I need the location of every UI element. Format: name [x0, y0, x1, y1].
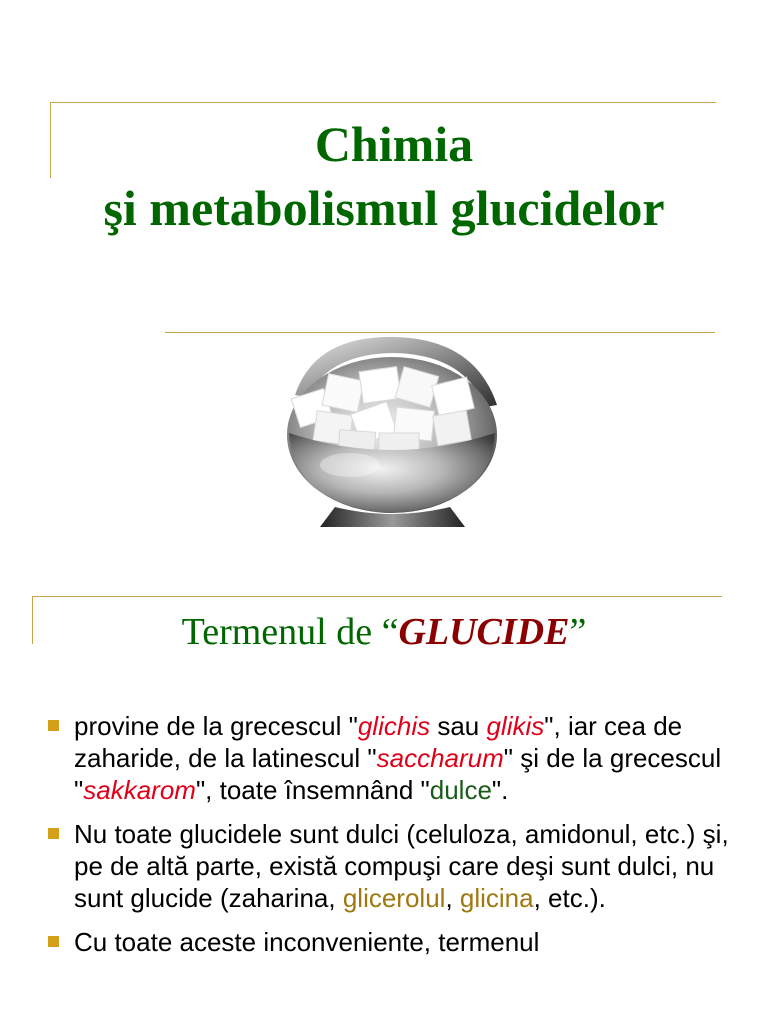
slide2-top-rule	[32, 596, 722, 597]
title-underline	[165, 332, 715, 333]
title-line-1: Chimia	[314, 116, 474, 172]
bullet-square-icon	[48, 720, 59, 731]
bullet-text-segment: glicerolul	[342, 883, 446, 913]
bullet-text-segment: ".	[491, 775, 509, 805]
bullet-text-segment: Cu toate aceste inconveniente, termenul	[74, 927, 540, 957]
bullet-text-segment: " şi de la grecescul "	[74, 743, 722, 805]
bullet-text-segment: glicina	[459, 883, 534, 913]
bullet-square-icon	[48, 828, 59, 839]
heading-suffix: ”	[569, 611, 587, 653]
slide-title	[0, 112, 768, 240]
title-line-2: şi metabolismul glucidelor	[103, 180, 665, 236]
bullet-text-segment: ,	[445, 883, 460, 913]
bullet-item	[44, 818, 744, 914]
bullet-text-segment: dulce	[429, 775, 492, 805]
bullet-text-segment: saccharum	[376, 743, 504, 773]
bullet-text-segment: sau	[430, 711, 487, 741]
top-rule	[50, 102, 716, 103]
bullet-text-segment: ", toate însemnând "	[195, 775, 430, 805]
bullet-item	[44, 710, 744, 806]
heading-term: GLUCIDE	[398, 611, 570, 653]
bullet-text-segment: , etc.).	[533, 883, 606, 913]
bullet-list	[44, 710, 744, 970]
bullet-item	[44, 926, 744, 958]
bullet-text-segment: sakkarom	[83, 775, 196, 805]
bullet-text-segment: glichis	[357, 711, 431, 741]
slide-2	[0, 580, 768, 1024]
slide2-heading	[0, 608, 768, 656]
bullet-square-icon	[48, 936, 59, 947]
sugar-bowl-image	[275, 335, 510, 527]
heading-prefix: Termenul de “	[181, 611, 399, 653]
bullet-text-segment: glikis	[486, 711, 545, 741]
bullet-text-segment: ", iar cea de zaharide, de la latinescul "	[74, 711, 683, 773]
bullet-text-segment: Nu toate glucidele sunt dulci (celuloza, amidonul, etc.) şi, pe de altă parte, există compuşi care deşi sunt dulci, nu sunt glucide (zaharina,	[74, 819, 729, 913]
bullet-text-segment: provine de la grecescul "	[74, 711, 358, 741]
